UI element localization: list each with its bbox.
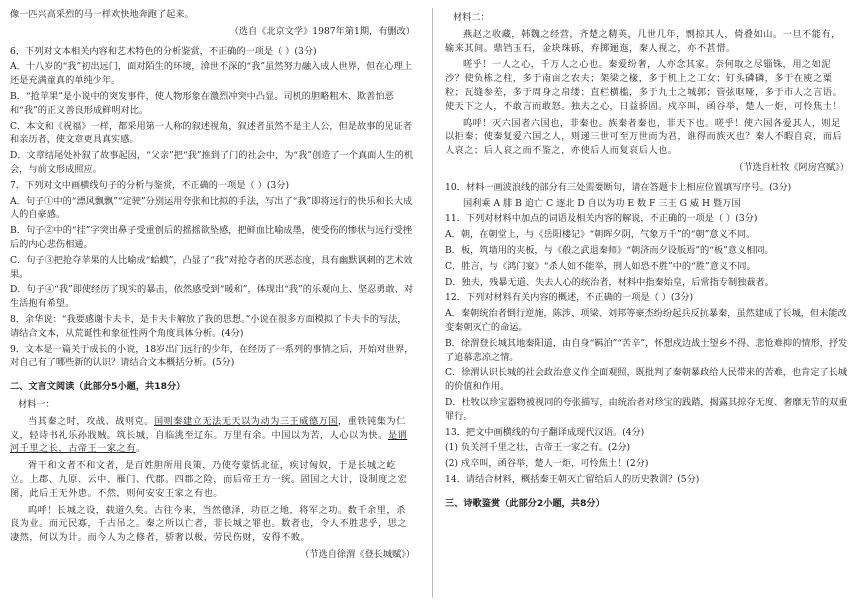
material-2-paragraph-1: 燕赵之收藏，韩魏之经营，齐楚之精英，几世几年，剽掠其人，倚叠如山。一旦不能有，输来其间。鼎铛玉石，金块珠砾，弃掷逦迤，秦人视之，亦不甚惜。 [445, 28, 841, 54]
material-1-source: （节选自徐渭《登长城赋》） [300, 548, 415, 560]
question-6-option-d: D．文章结尾处补叙了故事起因，“父亲”把“我”推到了门的社会中，为“我”创造了一个真面人生的机会，与前文形成照应。 [10, 150, 414, 175]
question-11-option-b: B．板，筑墙用的夹板，与《殽之武退秦师》“朝济而夕设版焉”的“板”意义相同。 [445, 244, 774, 256]
question-12 [445, 291, 849, 423]
material-1-paragraph-2: 胥干和文者不和文者，是百姓胆所用良策，乃使夸蒙恬北征，疾讨匈奴，于是长城之屹立。上郡、九原、云中、雁门、代郡。四郡之险，而后帝王方一统。固国之大计，设制度之宏图，此后王无外患。不然，则何安安王家之有也。 [10, 460, 408, 499]
question-10: 10．材料一画波浪线的部分有三处需要断句，请在答题卡上相应位置填写序号。(3分) [445, 181, 792, 193]
question-6-option-b: B．“抢苹果”是小说中的突发事件，使人物形象在激烈冲突中凸显。司机的胆略粗木、欺善怕恶和“我”的正义善良形成鲜明对比。 [10, 90, 394, 116]
question-7-option-a: A．句子①中的“漂风飘飘”“定驶”分别运用夸张和比拟的手法，写出了“我”即将远行的快乐和长大成人的自豪感。 [10, 195, 413, 221]
story-closing-line: 像一匹兴高采烈的马一样欢快地奔跑了起来。 [10, 9, 194, 20]
question-11-option-c: C．胜言，与《鸿门宴》“杀人如不能举，刑人如恐不胜”中的“胜”意义不同。 [445, 260, 756, 272]
question-6-option-c: C．本文和《祝福》一样，都采用第一人称的叙述视角，叙述者虽然不是主人公，但是故事的见证者和亲历者，使文章更具真实感。 [10, 120, 413, 146]
question-6-stem: 6．下列对文本相关内容和艺术特色的分析鉴赏，不正确的一项是（ ）(3分) [10, 45, 317, 57]
m1-p1-underlined-1: 国则秦建立无法无天以为动为三王威德万国 [153, 415, 338, 427]
column-divider [432, 8, 433, 598]
material-2-source: （节选自杜牧《阿房宫赋》） [734, 161, 849, 173]
material-2-paragraph-2: 嗟乎！一人之心，千万人之心也。秦爱纷奢，人亦念其家。奈何取之尽锱铢，用之如泥沙？使负栋之柱，多于南亩之农夫；架梁之椽，多于机上之工女；钉头磷磷，多于在庾之粟粒；瓦缝参差，多于周身之帛缕；直栏横槛，多于九土之城郭；管弦呕哑，多于市人之言语。使天下之人，不敢言而敢怒。独夫之心，日益骄固。戍卒叫，函谷举，楚人一炬，可怜焦土！ [445, 59, 843, 112]
question-11 [445, 212, 849, 289]
right-column [445, 8, 849, 515]
question-7-option-c: C．句子③把抢夺苹果的人比喻成“蛤蟆”，凸显了“我”对抢夺者的厌恶态度，具有幽默讽刺的艺术效果。 [10, 254, 413, 280]
m1-p1-underlined-2: 是谓河千里之长，古帝王一家之有 [10, 429, 408, 455]
question-7-stem: 7．下列对文中画横线句子的分析与鉴赏，不正确的一项是（ ）(3分) [10, 179, 290, 191]
material-1-label: 材料一： [18, 398, 55, 410]
question-10-line: 国利乘 A 腓 B 追亡 C 逐北 D 自以为功 E 数 F 三王 G 威 H 暨万国 [463, 197, 741, 209]
question-14: 14．请结合材料，概括秦王朝灭亡留给后人的历史教训？(5分) [445, 473, 700, 485]
question-7 [10, 179, 415, 311]
question-8: 8．余华说：“我要感谢卡夫卡，是卡夫卡解放了我的思想。”小说在很多方面模拟了卡夫卡的写法，请结合文本，从荒诞性和象征性两个角度具体分析。(4分) [10, 313, 407, 339]
question-12-option-a: A．秦朝统治者倒行逆施，陈涉、项梁、刘邦等豪杰纷纷起兵反抗暴秦，虽然建成了长城，但未能改变秦朝灭亡的命运。 [445, 308, 847, 333]
material-2-label: 材料二： [453, 12, 490, 23]
m1-p1-end: 。 [135, 443, 146, 455]
question-11-option-a: A．朝，在朝堂上，与《岳阳楼记》“朝晖夕阴，气象万千”的“朝”意义不同。 [445, 229, 756, 241]
question-11-stem: 11．下列对材料中加点的词语及相关内容的解说，不正确的一项是（ ）(3分) [445, 213, 758, 225]
material-1-paragraph-3: 呜呼！长城之设，载道久矣。古往今来，当然德泽，功臣之地，将军之功。数千余里，杀良为业。而元民寡，千古吊之。秦之所以亡者，非长城之罪也。数者也，令人不胜悲乎，思之凄然，何以为计。而今人为之修者，骄奢以极，劳民伤财，安得不败。 [10, 504, 408, 544]
question-11-option-d: D．独夫，残暴无道、失去人心的统治者，材料中指秦始皇，后常指专制独裁者。 [445, 276, 774, 288]
question-6 [10, 45, 415, 177]
question-12-option-b: B．徐渭登长城其地秦阳道，由自身“羁泊”“苦辛”，怀想戍边战士望乡不得、悲怆难抑的情形，抒发了追慕悲凉之情。 [445, 337, 848, 363]
material-2-paragraph-3: 呜呼！灭六国者六国也，非秦也。族秦者秦也，非天下也。嗟乎！使六国各爱其人，则足以拒秦；使秦复爱六国之人，则递三世可至万世而为君，谁得而族灭也？秦人不暇自哀，而后人哀之；后人哀之而不鉴之，亦使后人而复哀后人也。 [445, 117, 843, 157]
question-13-part-2: (2) 戍卒叫，函谷举，楚人一炬，可怜焦土！(2分) [445, 458, 649, 470]
question-6-option-a: A．十八岁的“我”初出远门，面对陌生的环境，渰世不深的“我”虽然努力融入成人世界，但在心理上还是充满童真的单纯少年。 [10, 61, 413, 87]
section-2-heading: 二、文言文阅读（此部分5小题，共18分） [10, 381, 186, 393]
question-9: 9．文本是一篇关于成长的小说，18岁出门远行的少年，在经历了一系列的事情之后，开始对世界，对自己有了哪些新的认识？请结合文本概括分析。(5分) [10, 343, 414, 369]
question-7-option-d: D．句子④“我”即使经历了现实的暴击，依然感受到“暖和”，体现出“我”的乐观向上、坚忍勇敢、对生活抱有希望。 [10, 284, 414, 310]
question-12-option-d: D．杜牧以珍宝器物被视同的夸张描写，由统治者对珍宝的践踏，揭露其掠夺无度、奢靡无节的双重罪行。 [445, 396, 848, 422]
material-1-paragraph-1 [10, 415, 415, 456]
question-12-stem: 12．下列对材料有关内容的概述，不正确的一项是（ ）(3分) [445, 292, 694, 304]
m1-p1-post: ，重铁钝集为仁义，轻诗书礼乐孙戕贼。筑长城，自临洮至辽东。万里有余。中国以为苦，人心以为快。 [10, 415, 406, 441]
left-column [10, 8, 415, 568]
story-source: （选自《北京文学》1987年第1期，有删改） [229, 25, 415, 37]
question-7-option-b: B．句子②中的“挂”字突出鼻子受重创后的摇摇欲坠感，把鲜血比喻成墨，使受伤的惨状与远行受挫后的内心悲伤相通。 [10, 225, 413, 250]
question-13-part-1: (1) 负关河千里之壮，古帝王一家之有。(2分) [445, 442, 631, 454]
question-12-option-c: C．徐渭认识长城的社会政治意义作全面观照，既批判了秦朝暴政给人民带来的苦难，也肯定了长城的价值和作用。 [445, 367, 848, 393]
section-3-heading: 三、诗歌鉴赏（此部分2小题，共8分） [445, 497, 605, 509]
question-13: 13．把文中画横线的句子翻译成现代汉语。(4分) [445, 426, 645, 438]
m1-p1-pre: 当其秦之时，攻战、战则克。 [28, 415, 154, 427]
